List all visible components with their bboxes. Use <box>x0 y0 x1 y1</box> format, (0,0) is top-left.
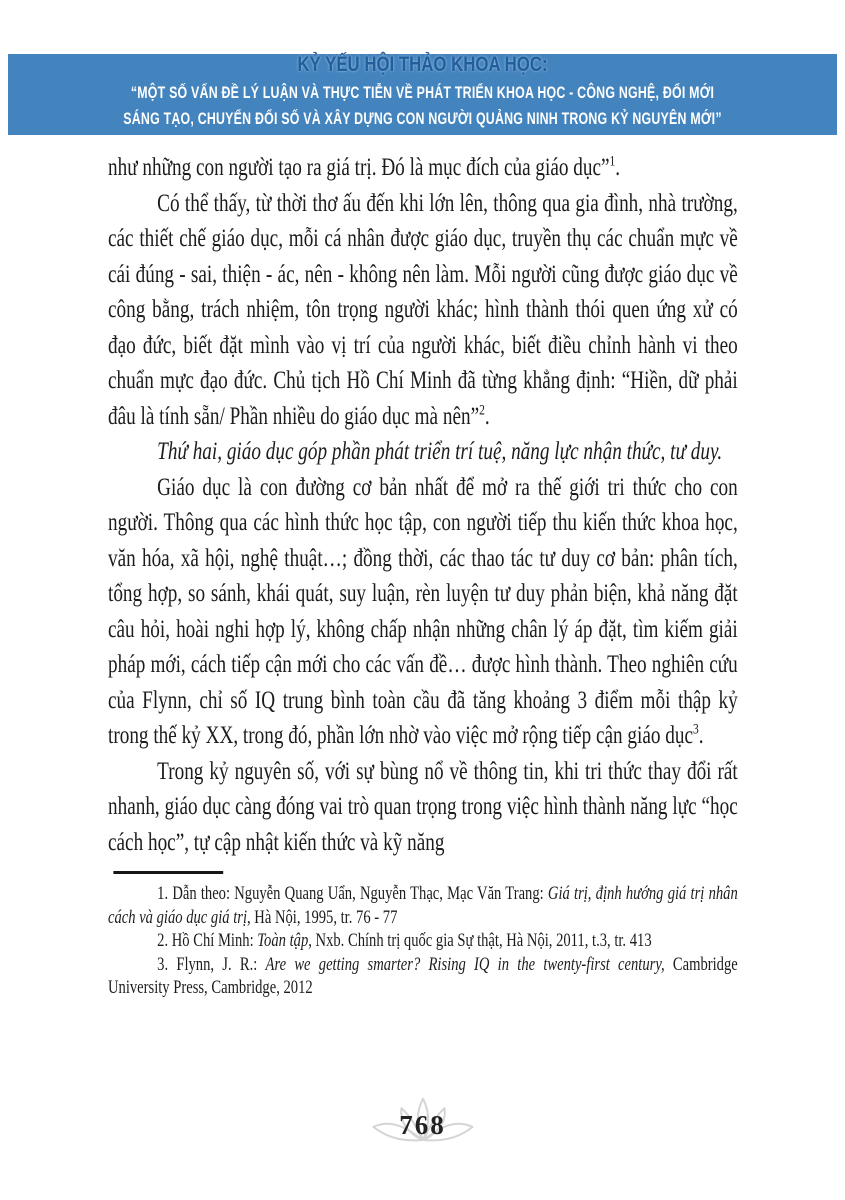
footnote-reference: 2 <box>479 402 485 419</box>
body-paragraph: Giáo dục là con đường cơ bản nhất để mở ra thế giới tri thức cho con người. Thông qua các hình thức học tập, con người tiếp thu kiến thức khoa học, văn hóa, xã hội, nghệ thuật…; đồng thời, các thao tác tư duy cơ bản: phân tích, tổng hợp, so sánh, khái quát, suy luận, rèn luyện tư duy phản biện, khả năng đặt câu hỏi, hoài nghi hợp lý, không chấp nhận những chân lý áp đặt, tìm kiếm giải pháp mới, cách tiếp cận mới cho các vấn đề… được hình thành. Theo nghiên cứu của Flynn, chỉ số IQ trung bình toàn cầu đã tăng khoảng 3 điểm mỗi thập kỷ trong thế kỷ XX, trong đó, phần lớn nhờ vào việc mở rộng tiếp cận giáo dục$^3$. <box>108 473 738 749</box>
footnote-reference: 1 <box>609 153 616 170</box>
footnote: 2. Hồ Chí Minh: Toàn tập, Nxb. Chính trị quốc gia Sự thật, Hà Nội, 2011, t.3, tr. 413 <box>157 930 652 951</box>
footnote-separator <box>113 871 223 874</box>
body-paragraph: Trong kỷ nguyên số, với sự bùng nổ về thông tin, khi tri thức thay đổi rất nhanh, giáo dục càng đóng vai trò quan trọng trong việc hình thành năng lực “học cách học”, tự cập nhật kiến thức và kỹ năng <box>108 757 738 856</box>
body-paragraph: Thứ hai, giáo dục góp phần phát triển trí tuệ, năng lực nhận thức, tư duy. <box>157 438 723 465</box>
page-number: 768 <box>399 1110 446 1140</box>
page-footer <box>0 1096 845 1166</box>
body-paragraph: như những con người tạo ra giá trị. Đó là mục đích của giáo dục”$^1$. <box>108 153 621 181</box>
conference-banner <box>8 54 837 135</box>
footnotes <box>108 882 738 1000</box>
footnote: 3. Flynn, J. R.: Are we getting smarter? Rising IQ in the twenty-first century, Cambridge University Press, Cambridge, 2012 <box>108 953 738 998</box>
banner-title: KỶ YẾU HỘI THẢO KHOA HỌC: <box>297 53 548 76</box>
footnote: 1. Dẫn theo: Nguyễn Quang Uẩn, Nguyễn Thạc, Mạc Văn Trang: Giá trị, định hướng giá trị nhân cách và giáo dục giá trị, Hà Nội, 1995, tr. 76 - 77 <box>108 883 738 928</box>
text-column <box>108 150 738 1000</box>
banner-subtitle-line1: “MỘT SỐ VẤN ĐỀ LÝ LUẬN VÀ THỰC TIỄN VỀ PHÁT TRIỂN KHOA HỌC - CÔNG NGHỆ, ĐỔI MỚI <box>130 84 715 102</box>
body-text <box>108 150 738 860</box>
body-paragraph: Có thể thấy, từ thời thơ ấu đến khi lớn lên, thông qua gia đình, nhà trường, các thiết chế giáo dục, mỗi cá nhân được giáo dục, truyền thụ các chuẩn mực về cái đúng - sai, thiện - ác, nên - không nên làm. Mỗi người cũng được giáo dục về công bằng, trách nhiệm, tôn trọng người khác; hình thành thói quen ứng xử có đạo đức, biết đặt mình vào vị trí của người khác, biết điều chỉnh hành vi theo chuẩn mực đạo đức. Chủ tịch Hồ Chí Minh đã từng khẳng định: “Hiền, dữ phải đâu là tính sẵn/ Phần nhiều do giáo dục mà nên”$^2$. <box>108 189 738 430</box>
banner-subtitle-line2: SÁNG TẠO, CHUYỂN ĐỔI SỐ VÀ XÂY DỰNG CON NGƯỜI QUẢNG NINH TRONG KỶ NGUYÊN MỚI” <box>123 110 722 128</box>
footnote-reference: 3 <box>693 721 699 738</box>
